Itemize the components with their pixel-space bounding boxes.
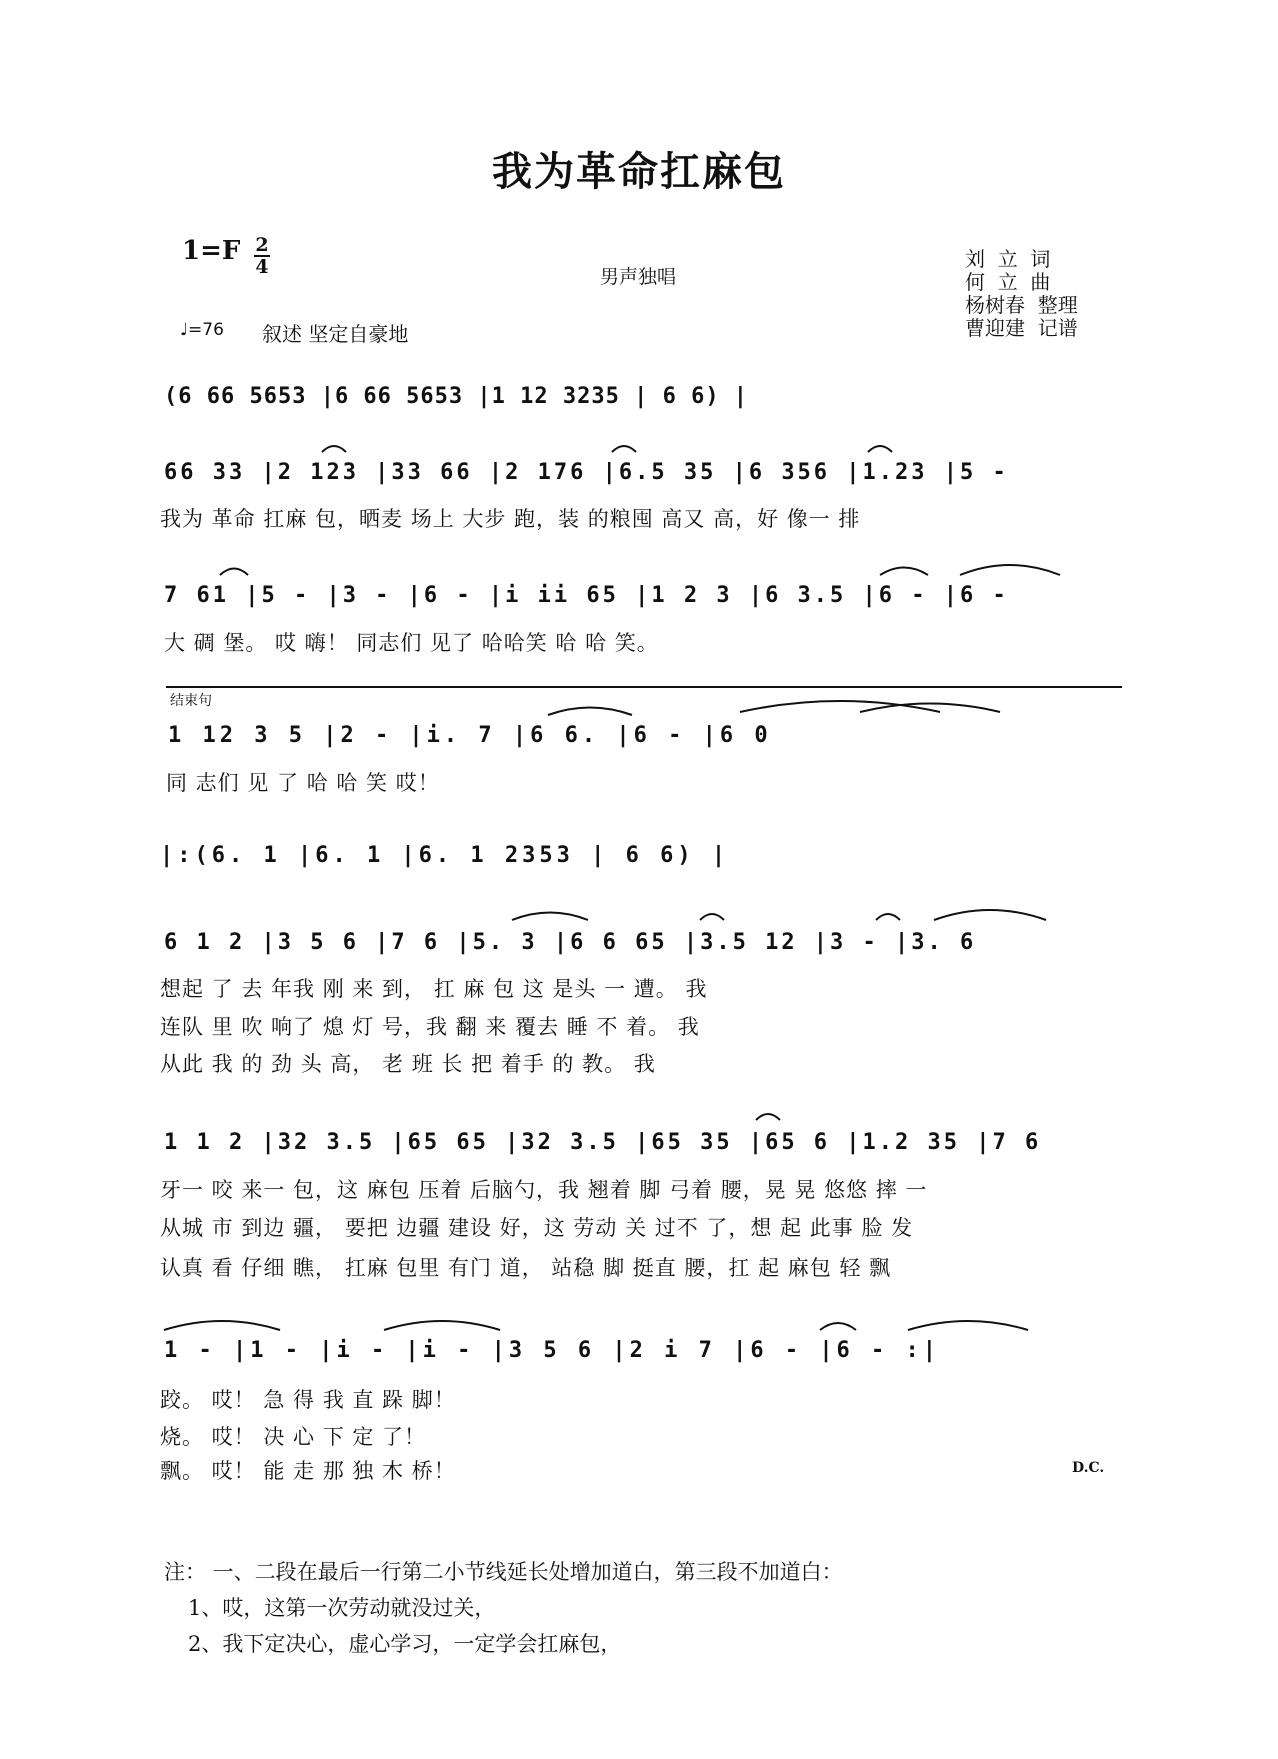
slur-mark — [220, 569, 248, 576]
key-signature: 1=F — [182, 236, 241, 266]
credit-lyricist: 刘 立 词 — [965, 247, 1051, 271]
notation-row-4: 1 12 3 5 |2 - |i. 7 |6 6. |6 - |6 0 — [168, 723, 772, 748]
lyrics-row-6-verse-1: 想起 了 去 年我 刚 来 到， 扛 麻 包 这 是头 一 遭。 我 — [160, 977, 708, 1001]
time-top: 2 — [255, 234, 269, 256]
slur-mark — [612, 446, 636, 452]
credit-arranger: 杨树春 整理 — [965, 293, 1078, 317]
slur-mark — [934, 910, 1046, 920]
slur-mark — [512, 913, 588, 921]
slur-mark — [322, 446, 346, 452]
slur-mark — [740, 701, 940, 712]
slur-mark — [880, 568, 928, 576]
notation-row-3: 7 61 |5 - |3 - |6 - |i ii 65 |1 2 3 |6 3.5 |6 - |6 - — [164, 583, 1009, 608]
lyrics-row-7-verse-2: 从城 市 到边 疆， 要把 边疆 建设 好，这 劳动 关 过不 了，想 起 此事 脸 发 — [160, 1216, 914, 1240]
lyrics-row-7-verse-1: 牙一 咬 来一 包，这 麻包 压着 后脑勺，我 翘着 脚 弓着 腰，晃 晃 悠悠 摔 一 — [160, 1178, 928, 1202]
slur-mark — [908, 1321, 1028, 1330]
slur-mark — [820, 1323, 856, 1330]
finale-bracket — [166, 686, 1122, 688]
lyrics-row-6-verse-2: 连队 里 吹 响了 熄 灯 号，我 翻 来 覆去 睡 不 着。 我 — [160, 1015, 700, 1039]
notation-row-7: 1 1 2 |32 3.5 |65 65 |32 3.5 |65 35 |65 6 |1.2 35 |7 6 — [164, 1130, 1042, 1155]
lyrics-row-4-verse-1: 同 志们 见 了 哈 哈 笑 哎！ — [166, 771, 440, 795]
slur-mark — [384, 1321, 500, 1330]
slur-mark — [960, 565, 1060, 575]
slur-mark — [700, 914, 724, 920]
da-capo-mark: D.C. — [1072, 1460, 1105, 1476]
lyrics-row-8-verse-1: 跤。 哎！ 急 得 我 直 跺 脚！ — [160, 1388, 456, 1412]
slur-mark — [164, 1321, 280, 1330]
slur-mark — [868, 446, 892, 452]
voice-type: 男声独唱 — [600, 266, 677, 288]
credits — [965, 248, 1078, 340]
expression-marking: 叙述 坚定自豪地 — [262, 322, 409, 346]
lyrics-row-8-verse-3: 飘。 哎！ 能 走 那 独 木 桥！ — [160, 1459, 456, 1483]
lyrics-row-3-verse-1: 大 碉 堡。 哎 嗨！ 同志们 见了 哈哈笑 哈 哈 笑。 — [164, 631, 659, 655]
footnote-line-2: 1、哎，这第一次劳动就没过关， — [188, 1596, 496, 1620]
song-title: 我为革命扛麻包 — [492, 149, 786, 195]
notation-row-5: |:(6. 1 |6. 1 |6. 1 2353 | 6 6) | — [160, 843, 730, 868]
lyrics-row-8-verse-2: 烧。 哎！ 决 心 下 定 了！ — [160, 1425, 427, 1449]
slur-mark — [876, 914, 900, 920]
credit-transcriber: 曹迎建 记谱 — [965, 316, 1078, 340]
slur-mark — [756, 1114, 780, 1120]
notation-row-6: 6 1 2 |3 5 6 |7 6 |5. 3 |6 6 65 |3.5 12 |3 - |3. 6 — [164, 930, 977, 955]
tempo-marking: ♩=76 — [180, 320, 224, 340]
slur-mark — [548, 708, 632, 716]
footnote-line-1: 注： 一、二段在最后一行第二小节线延长处增加道白，第三段不加道白： — [164, 1560, 843, 1584]
finale-label: 结束句 — [170, 693, 212, 709]
lyrics-row-6-verse-3: 从此 我 的 劲 头 高， 老 班 长 把 着手 的 教。 我 — [160, 1052, 656, 1076]
slur-mark — [860, 704, 1000, 713]
notation-row-2: 66 33 |2 123 |33 66 |2 176 |6.5 35 |6 356 |1.23 |5 - — [164, 460, 1009, 485]
lyrics-row-2-verse-1: 我为 革命 扛麻 包，晒麦 场上 大步 跑，装 的粮囤 高又 高，好 像一 排 — [160, 507, 861, 531]
notation-row-1: (6 66 5653 |6 66 5653 |1 12 3235 | 6 6) | — [164, 384, 749, 409]
time-bottom: 4 — [255, 256, 269, 278]
notation-row-8: 1 - |1 - |i - |i - |3 5 6 |2 i 7 |6 - |6 - :| — [164, 1338, 941, 1363]
time-signature — [252, 236, 272, 276]
footnote-line-3: 2、我下定决心，虚心学习，一定学会扛麻包， — [188, 1632, 622, 1656]
lyrics-row-7-verse-3: 认真 看 仔细 瞧， 扛麻 包里 有门 道， 站稳 脚 挺直 腰，扛 起 麻包 轻 飘 — [160, 1256, 892, 1280]
credit-composer: 何 立 曲 — [965, 270, 1051, 294]
